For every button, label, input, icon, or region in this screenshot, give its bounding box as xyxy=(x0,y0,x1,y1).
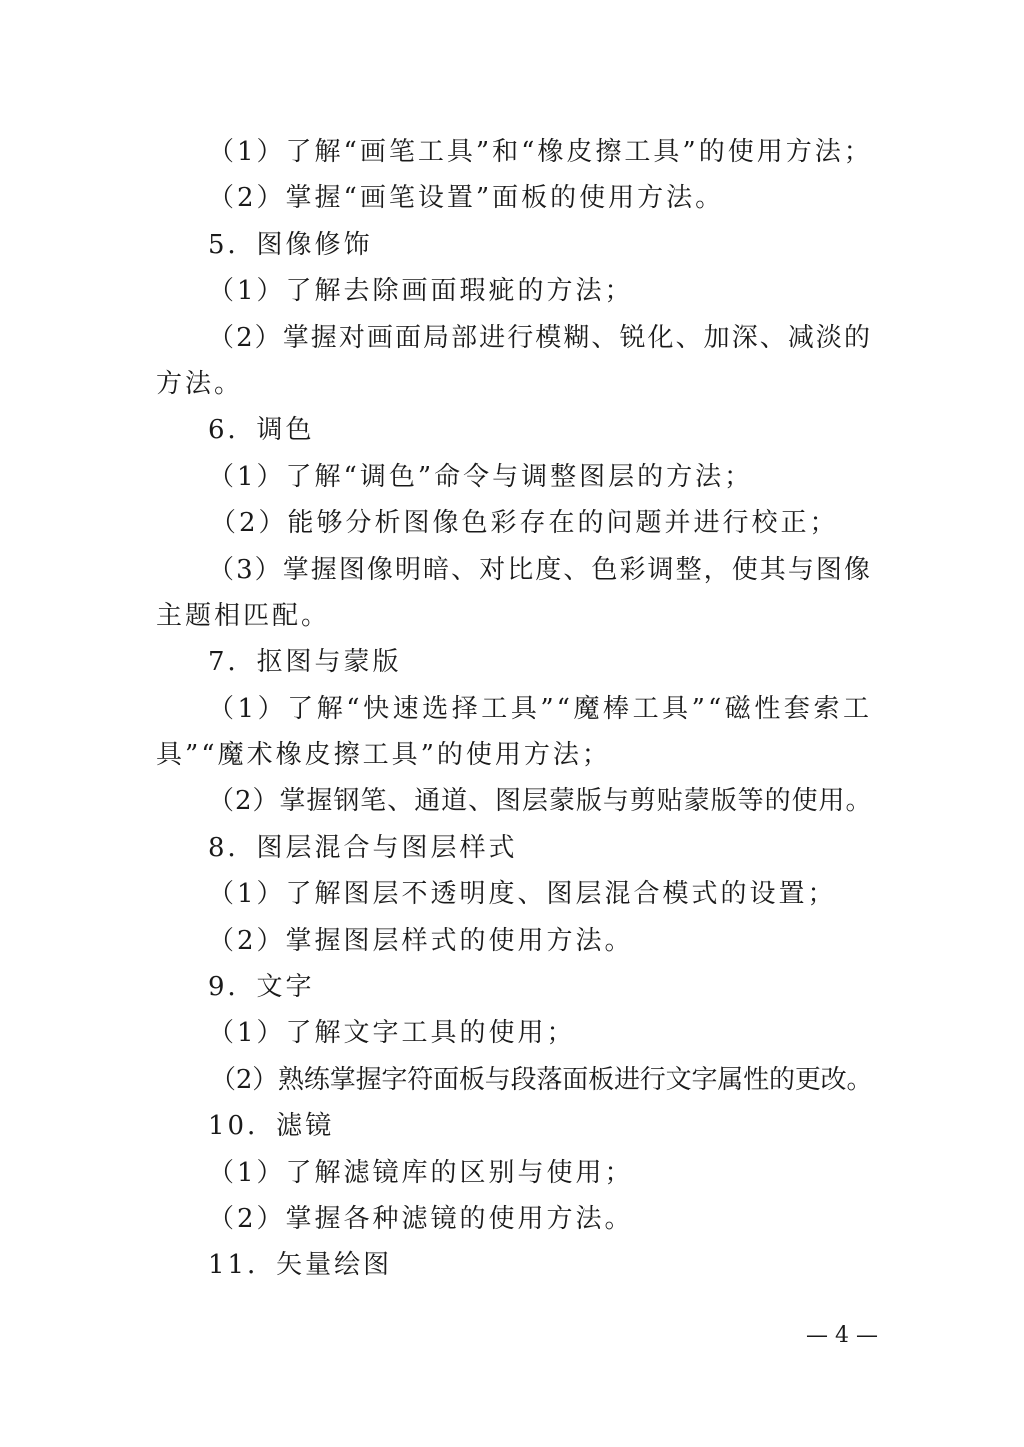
section-heading: 6．调色 xyxy=(208,415,315,446)
document-body xyxy=(156,129,872,1289)
list-item: （2）掌握“画笔设置”面板的使用方法。 xyxy=(208,183,725,214)
list-item: （2）掌握钢笔、通道、图层蒙版与剪贴蒙版等的使用。 xyxy=(208,786,872,817)
list-item-continuation: 主题相匹配。 xyxy=(156,600,331,631)
section-heading: 5．图像修饰 xyxy=(208,229,373,260)
list-item: （1）了解图层不透明度、图层混合模式的设置； xyxy=(208,879,837,910)
section-heading: 10．滤镜 xyxy=(208,1111,335,1142)
page-number: — 4 — xyxy=(806,1323,878,1348)
list-item: （1）了解去除画面瑕疵的方法； xyxy=(208,276,634,307)
list-item: （2）能够分析图像色彩存在的问题并进行校正； xyxy=(210,508,839,539)
section-heading: 8．图层混合与图层样式 xyxy=(208,832,518,863)
list-item-continuation: 方法。 xyxy=(156,368,244,399)
list-item-continuation: 具”“魔术橡皮擦工具”的使用方法； xyxy=(156,740,611,771)
list-item: （3）掌握图像明暗、对比度、色彩调整，使其与图像 xyxy=(208,554,872,585)
list-item: （2）掌握图层样式的使用方法。 xyxy=(208,925,634,956)
section-heading: 11．矢量绘图 xyxy=(208,1250,393,1281)
list-item: （1）了解文字工具的使用； xyxy=(208,1018,576,1049)
list-item: （1）了解滤镜库的区别与使用； xyxy=(208,1157,634,1188)
list-item: （1）了解“调色”命令与调整图层的方法； xyxy=(208,461,754,492)
list-item: （1）了解“快速选择工具”“魔棒工具”“磁性套索工 xyxy=(208,693,872,724)
section-heading: 7．抠图与蒙版 xyxy=(208,647,402,678)
list-item: （2）熟练掌握字符面板与段落面板进行文字属性的更改。 xyxy=(210,1064,872,1095)
section-heading: 9．文字 xyxy=(208,972,315,1003)
list-item: （2）掌握各种滤镜的使用方法。 xyxy=(208,1203,634,1234)
list-item: （1）了解“画笔工具”和“橡皮擦工具”的使用方法； xyxy=(208,137,873,167)
list-item: （2）掌握对画面局部进行模糊、锐化、加深、减淡的 xyxy=(208,322,872,353)
